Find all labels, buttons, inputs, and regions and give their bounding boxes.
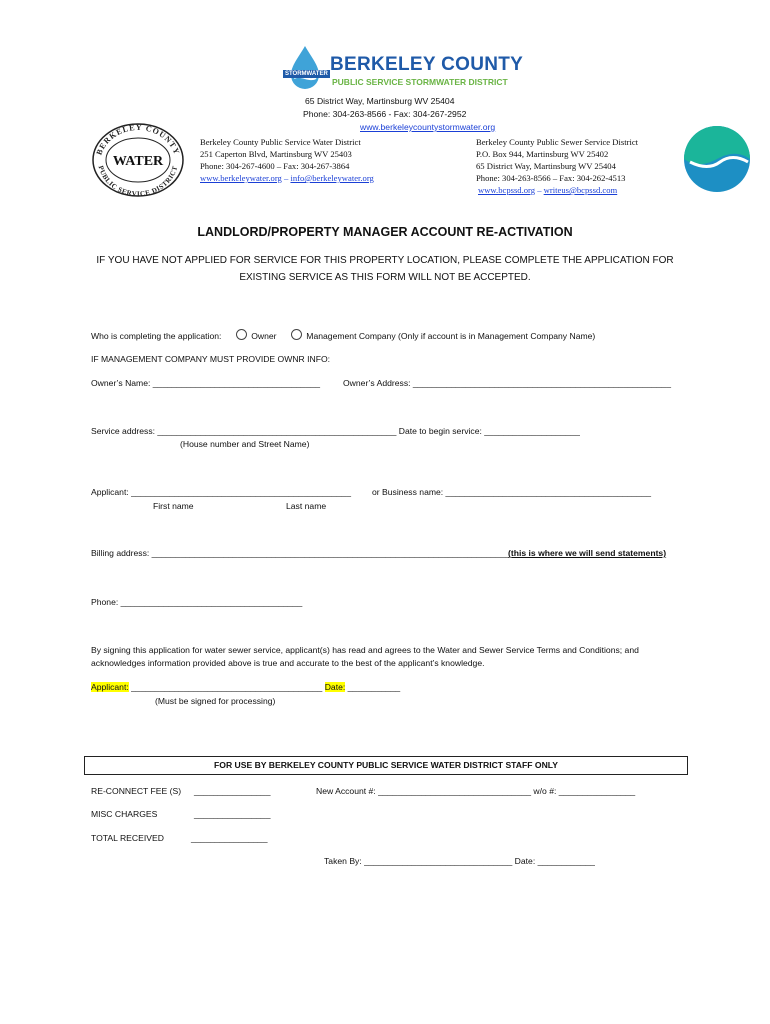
who-completing-label: Who is completing the application: (91, 331, 222, 341)
who-completing-row (91, 329, 595, 341)
water-district-seal (88, 120, 188, 198)
sewer-district-name: Berkeley County Public Sewer Service District (476, 137, 639, 147)
water-drop-icon (285, 44, 325, 92)
water-district-info (200, 136, 374, 184)
seal-text-top: BERKELEY COUNTY (94, 122, 182, 157)
billing-address-field[interactable]: Billing address: ____________________________________________________________________________ (91, 548, 515, 558)
owner-radio[interactable] (236, 329, 247, 340)
signature-applicant-label: Applicant: (91, 682, 129, 692)
phone-field[interactable]: Phone: ______________________________________ (91, 597, 303, 607)
stormwater-address: 65 District Way, Martinsburg WV 25404 (305, 96, 455, 106)
water-district-phone: Phone: 304-267-4600 – Fax: 304-267-3864 (200, 161, 350, 171)
owner-name-field[interactable]: Owner’s Name: ___________________________________ (91, 378, 321, 388)
stormwater-logo (283, 44, 524, 94)
total-received-label: TOTAL RECEIVED (91, 833, 164, 843)
stormwater-phone: Phone: 304-263-8566 - Fax: 304-267-2952 (303, 109, 467, 119)
signature-note: (Must be signed for processing) (155, 696, 276, 706)
svg-text:BERKELEY COUNTY (95, 123, 182, 156)
signature-date-line[interactable]: ___________ (345, 682, 401, 692)
water-district-name: Berkeley County Public Service Water District (200, 137, 361, 147)
business-name-field[interactable]: or Business name: ___________________________________________ (372, 487, 652, 497)
owner-radio-label: Owner (251, 331, 277, 341)
management-info-heading: IF MANAGEMENT COMPANY MUST PROVIDE OWNR INFO: (91, 354, 331, 364)
signature-line[interactable]: ________________________________________ (128, 682, 325, 692)
first-name-hint: First name (153, 501, 194, 511)
sewer-district-logo (682, 124, 752, 194)
seal-center-text: WATER (112, 154, 164, 169)
reconnect-fee-label: RE-CONNECT FEE (S) (91, 786, 182, 796)
water-district-email-link[interactable]: info@berkeleywater.org (290, 173, 374, 183)
service-address-field[interactable]: Service address: __________________________________________________ Date to begin service: ____________________ (91, 426, 580, 436)
new-account-field[interactable]: New Account #: ________________________________ w/o #: ________________ (316, 786, 636, 796)
sewer-district-links: www.bcpssd.org – writeus@bcpssd.com (478, 185, 618, 195)
signature-row (91, 682, 400, 692)
logo-subtitle: PUBLIC SERVICE STORMWATER DISTRICT (332, 77, 508, 87)
sewer-district-email-link[interactable]: writeus@bcpssd.com (543, 185, 618, 195)
sewer-district-web-link[interactable]: www.bcpssd.org (478, 185, 536, 195)
seal-text-bottom: PUBLIC SERVICE DISTRICT (96, 164, 180, 198)
sewer-district-phone: Phone: 304-263-8566 – Fax: 304-262-4513 (476, 173, 626, 183)
taken-by-field[interactable]: Taken By: _______________________________ Date: ____________ (324, 856, 595, 866)
consent-line-2: acknowledges information provided above is true and accurate to the best of the applicant’s knowledge. (91, 658, 485, 668)
signature-date-label: Date: (324, 682, 346, 692)
form-title: LANDLORD/PROPERTY MANAGER ACCOUNT RE-ACTIVATION (197, 225, 573, 239)
sewer-district-address: P.O. Box 944, Martinsburg WV 25402 (476, 149, 609, 159)
water-district-web-link[interactable]: www.berkeleywater.org (200, 173, 282, 183)
total-received-field[interactable]: ________________ (191, 833, 268, 843)
water-district-links: www.berkeleywater.org – info@berkeleywater.org (200, 173, 374, 183)
misc-charges-label: MISC CHARGES (91, 809, 158, 819)
misc-charges-field[interactable]: ________________ (194, 809, 271, 819)
sewer-district-address2: 65 District Way, Martinsburg WV 25404 (476, 161, 616, 171)
reconnect-fee-field[interactable]: ________________ (194, 786, 271, 796)
management-company-radio[interactable] (291, 329, 302, 340)
consent-line-1: By signing this application for water sewer service, applicant(s) has read and agrees to the Water and Sewer Service Terms and Conditions; and (91, 645, 639, 655)
notice-line-1: IF YOU HAVE NOT APPLIED FOR SERVICE FOR THIS PROPERTY LOCATION, PLEASE COMPLETE THE APPLICATION FOR (96, 255, 674, 266)
water-district-address: 251 Caperton Blvd, Martinsburg WV 25403 (200, 149, 352, 159)
stormwater-website[interactable]: www.berkeleycountystormwater.org (360, 122, 496, 132)
owner-address-field[interactable]: Owner’s Address: ______________________________________________________ (343, 378, 671, 388)
last-name-hint: Last name (286, 501, 327, 511)
management-company-radio-label: Management Company (Only if account is in Management Company Name) (306, 331, 596, 341)
logo-title: BERKELEY COUNTY (330, 54, 524, 75)
sewer-district-info (476, 136, 638, 196)
notice-line-2: EXISTING SERVICE AS THIS FORM WILL NOT BE ACCEPTED. (239, 272, 531, 283)
staff-only-header: FOR USE BY BERKELEY COUNTY PUBLIC SERVICE WATER DISTRICT STAFF ONLY (84, 756, 688, 775)
service-address-hint: (House number and Street Name) (180, 439, 310, 449)
applicant-name-field[interactable]: Applicant: ______________________________________________ (91, 487, 351, 497)
billing-address-note: (this is where we will send statements) (508, 548, 667, 558)
logo-stormwater-word: STORMWATER (285, 71, 328, 77)
